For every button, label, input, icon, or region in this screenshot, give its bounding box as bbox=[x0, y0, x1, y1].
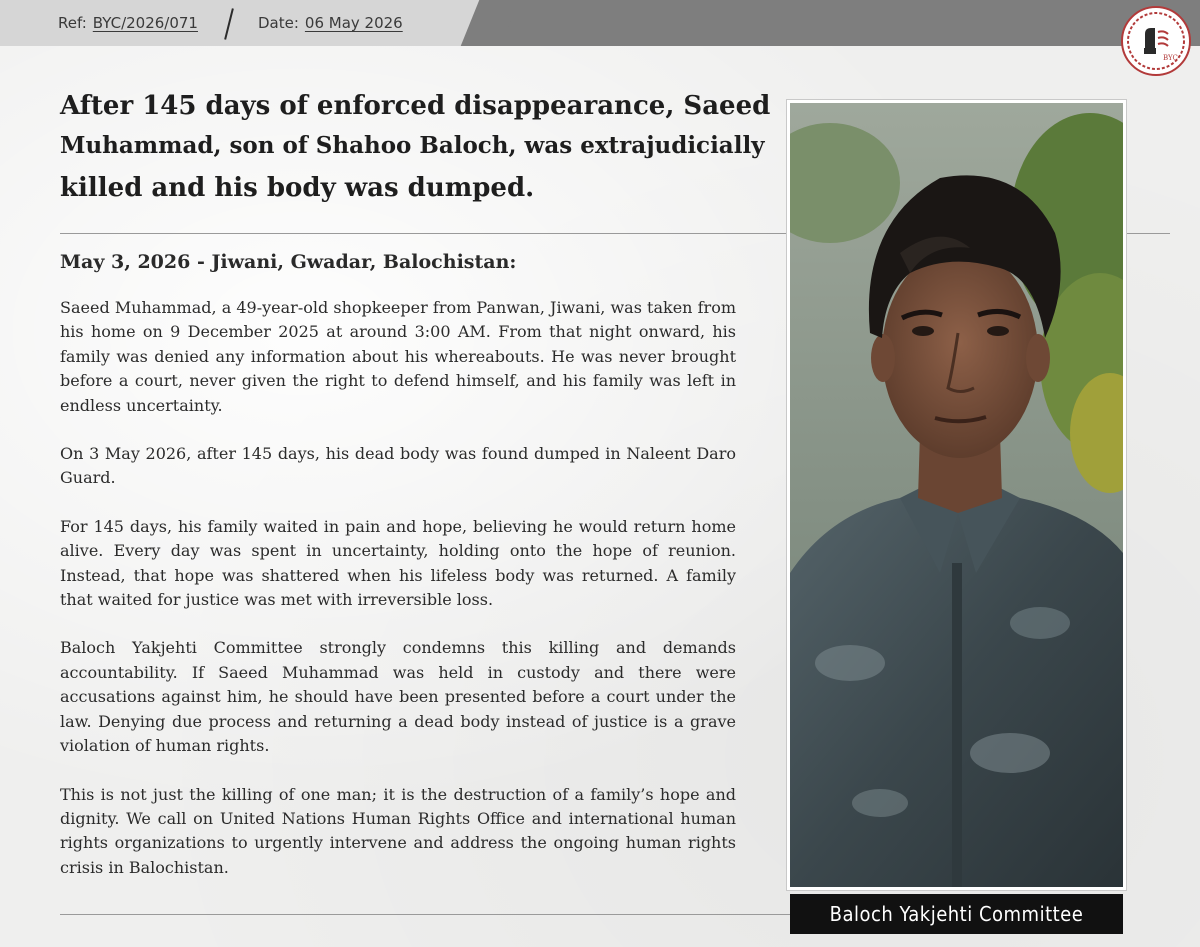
byc-logo-icon bbox=[1121, 6, 1191, 76]
paragraph: Baloch Yakjehti Committee strongly condemns this killing and demands accountability. If Saeed Muhammad was held in custody and there were accusations against him, he should have been presented before a court under the law. Denying due process and returning a dead body instead of justice is a grave violation of human rights. bbox=[60, 638, 736, 756]
article-body bbox=[60, 296, 736, 904]
headline-line-1: After 145 days of enforced disappearance, Saeed bbox=[60, 91, 771, 121]
headline-line-2: Muhammad, son of Shahoo Baloch, was extrajudicially bbox=[60, 132, 765, 159]
divider-bottom bbox=[60, 914, 790, 915]
paragraph: This is not just the killing of one man; it is the destruction of a family’s hope and dignity. We call on United Nations Human Rights Office and international human rights organizations to urgently intervene and address the ongoing human rights crisis in Balochistan. bbox=[60, 784, 736, 877]
ref-value: BYC/2026/071 bbox=[92, 14, 198, 32]
paragraph: Saeed Muhammad, a 49-year-old shopkeeper from Panwan, Jiwani, was taken from his home on 9 December 2025 at around 3:00 AM. From that night onward, his family was denied any information about his whereabouts. He was never brought before a court, never given the right to defend himself, and his family was left in endless uncertainty. bbox=[60, 298, 736, 415]
logo-text: BYC bbox=[1163, 54, 1178, 62]
victim-photo bbox=[787, 100, 1126, 890]
ref-label: Ref: bbox=[58, 14, 87, 32]
date-value: 06 May 2026 bbox=[304, 14, 403, 32]
headline-line-3: killed and his body was dumped. bbox=[60, 173, 535, 203]
paragraph: For 145 days, his family waited in pain and hope, believing he would return home alive. Every day was spent in uncertainty, holding onto the hope of reunion. Instead, that hope was shattered when his lifeless body was returned. A family that waited for justice was met with irreversible loss. bbox=[60, 516, 736, 610]
publication-date bbox=[258, 14, 403, 32]
dateline: May 3, 2026 - Jiwani, Gwadar, Balochistan: bbox=[60, 251, 517, 273]
headline bbox=[60, 88, 790, 208]
paragraph: On 3 May 2026, after 145 days, his dead body was found dumped in Naleent Daro Guard. bbox=[60, 444, 736, 488]
reference bbox=[58, 14, 198, 32]
date-label: Date: bbox=[258, 14, 299, 32]
photo-caption: Baloch Yakjehti Committee bbox=[790, 894, 1123, 934]
